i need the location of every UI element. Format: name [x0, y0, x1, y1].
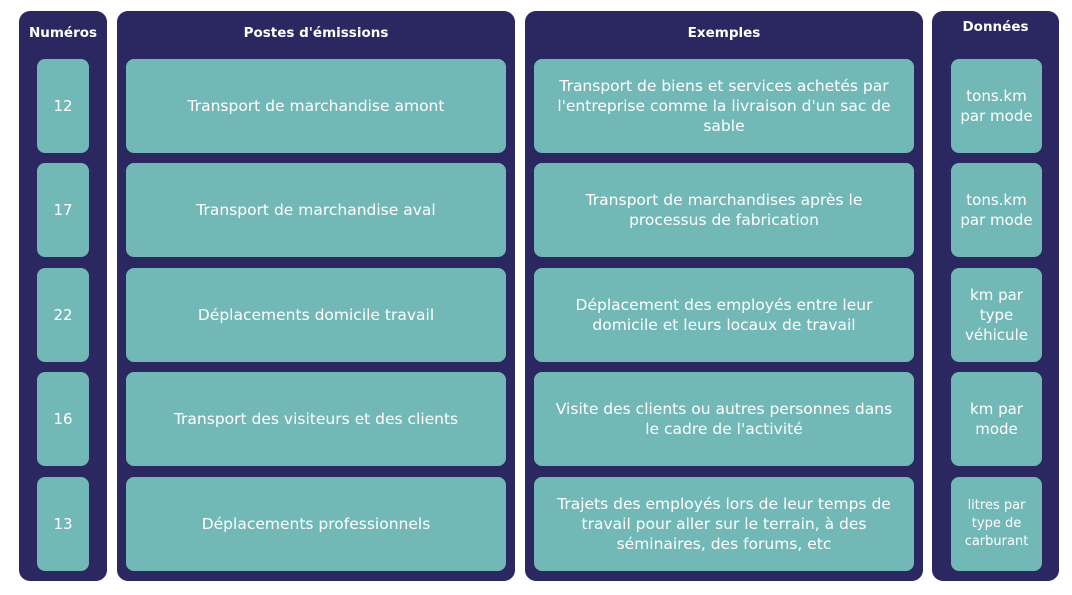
cell-exemple: Déplacement des employés entre leur domicile et leurs locaux de travail: [534, 268, 914, 362]
cell-poste: Déplacements professionnels: [126, 477, 506, 571]
cell-numero: 16: [37, 372, 89, 466]
cell-poste: Transport des visiteurs et des clients: [126, 372, 506, 466]
header-exemples: Exemples: [687, 25, 761, 41]
cell-numero: 13: [37, 477, 89, 571]
cell-numero: 12: [37, 59, 89, 153]
cell-poste: Transport de marchandise amont: [126, 59, 506, 153]
cell-exemple: Transport de marchandises après le processus de fabrication: [534, 163, 914, 257]
cell-donnee: tons.km par mode: [951, 163, 1042, 257]
cell-donnee: litres par type de carburant: [951, 477, 1042, 571]
cell-donnee: tons.km par mode: [951, 59, 1042, 153]
cell-exemple: Visite des clients ou autres personnes dans le cadre de l'activité: [534, 372, 914, 466]
cell-numero: 22: [37, 268, 89, 362]
cell-donnee: km par mode: [951, 372, 1042, 466]
column-donnees: [932, 11, 1059, 581]
column-exemples: [525, 11, 923, 581]
cell-poste: Transport de marchandise aval: [126, 163, 506, 257]
cell-exemple: Trajets des employés lors de leur temps de travail pour aller sur le terrain, à des séminaires, des forums, etc: [534, 477, 914, 571]
header-donnees: Données: [962, 19, 1029, 35]
header-postes: Postes d'émissions: [243, 25, 389, 41]
header-numeros: Numéros: [28, 25, 98, 41]
column-numeros: [19, 11, 107, 581]
column-postes: [117, 11, 515, 581]
cell-poste: Déplacements domicile travail: [126, 268, 506, 362]
cell-donnee: km par type véhicule: [951, 268, 1042, 362]
cell-numero: 17: [37, 163, 89, 257]
cell-exemple: Transport de biens et services achetés par l'entreprise comme la livraison d'un sac de sable: [534, 59, 914, 153]
